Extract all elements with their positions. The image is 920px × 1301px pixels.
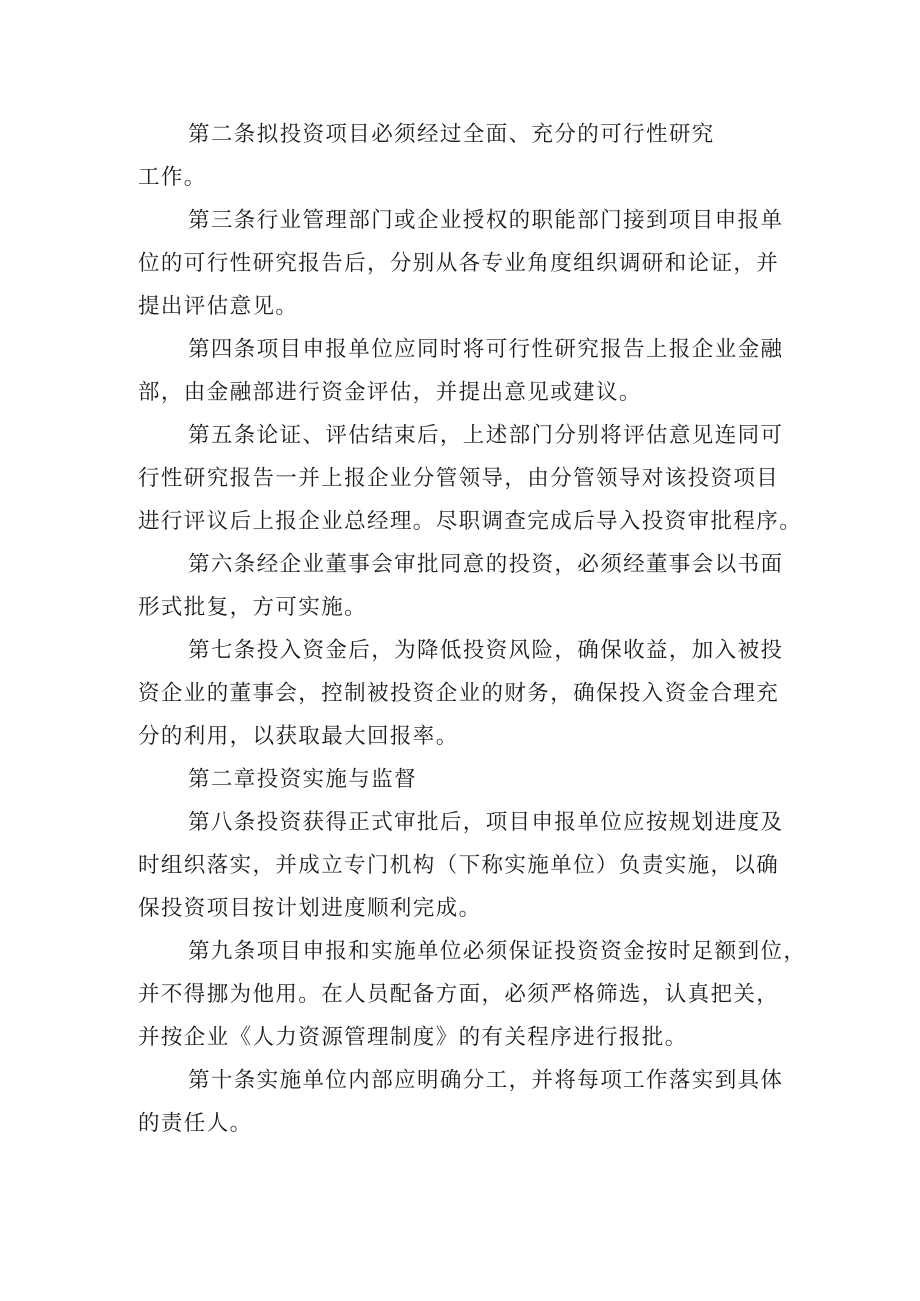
text-line: 行性研究报告一并上报企业分管领导，由分管领导对该投资项目 — [138, 466, 780, 491]
text-line: 进行评议后上报企业总经理。尽职调查完成后导入投资审批程序。 — [138, 509, 803, 534]
paragraph-article-7 — [138, 629, 798, 758]
text-line: 第三条行业管理部门或企业授权的职能部门接到项目申报单 — [188, 208, 784, 233]
paragraph-article-10 — [138, 1059, 798, 1145]
text-line: 提出评估意见。 — [138, 294, 299, 319]
text-line: 第九条项目申报和实施单位必须保证投资资金按时足额到位， — [188, 939, 807, 964]
paragraph-article-4 — [138, 328, 798, 414]
paragraph-article-3 — [138, 199, 798, 328]
text-line: 并不得挪为他用。在人员配备方面，必须严格筛选，认真把关， — [138, 982, 780, 1007]
text-line: 第七条投入资金后，为降低投资风险，确保收益，加入被投 — [188, 638, 784, 663]
text-line: 形式批复，方可实施。 — [138, 595, 368, 620]
text-line: 的责任人。 — [138, 1111, 253, 1136]
text-line: 位的可行性研究报告后，分别从各专业角度组织调研和论证，并 — [138, 251, 780, 276]
text-line: 时组织落实，并成立专门机构（下称实施单位）负责实施，以确 — [138, 853, 780, 878]
text-line: 并按企业《人力资源管理制度》的有关程序进行报批。 — [138, 1025, 688, 1050]
text-line: 第四条项目申报单位应同时将可行性研究报告上报企业金融 — [188, 337, 784, 362]
text-line: 工作。 — [138, 165, 207, 190]
text-line: 第五条论证、评估结束后，上述部门分别将评估意见连同可 — [188, 423, 784, 448]
paragraph-article-8 — [138, 801, 798, 930]
text-line: 第二章投资实施与监督 — [188, 767, 418, 792]
text-line: 保投资项目按计划进度顺利完成。 — [138, 896, 482, 921]
text-line: 第六条经企业董事会审批同意的投资，必须经董事会以书面 — [188, 552, 784, 577]
text-line: 分的利用，以获取最大回报率。 — [138, 724, 459, 749]
paragraph-article-9 — [138, 930, 807, 1059]
text-line: 部，由金融部进行资金评估，并提出意见或建议。 — [138, 380, 642, 405]
paragraph-article-6 — [138, 543, 798, 629]
text-line: 第八条投资获得正式审批后，项目申报单位应按规划进度及 — [188, 810, 784, 835]
text-line: 第十条实施单位内部应明确分工，并将每项工作落实到具体 — [188, 1068, 784, 1093]
text-line: 第二条拟投资项目必须经过全面、充分的可行性研究 — [188, 122, 715, 147]
text-line: 资企业的董事会，控制被投资企业的财务，确保投入资金合理充 — [138, 681, 780, 706]
paragraph-article-2 — [138, 113, 798, 199]
chapter-heading — [138, 758, 798, 801]
paragraph-article-5 — [138, 414, 803, 543]
